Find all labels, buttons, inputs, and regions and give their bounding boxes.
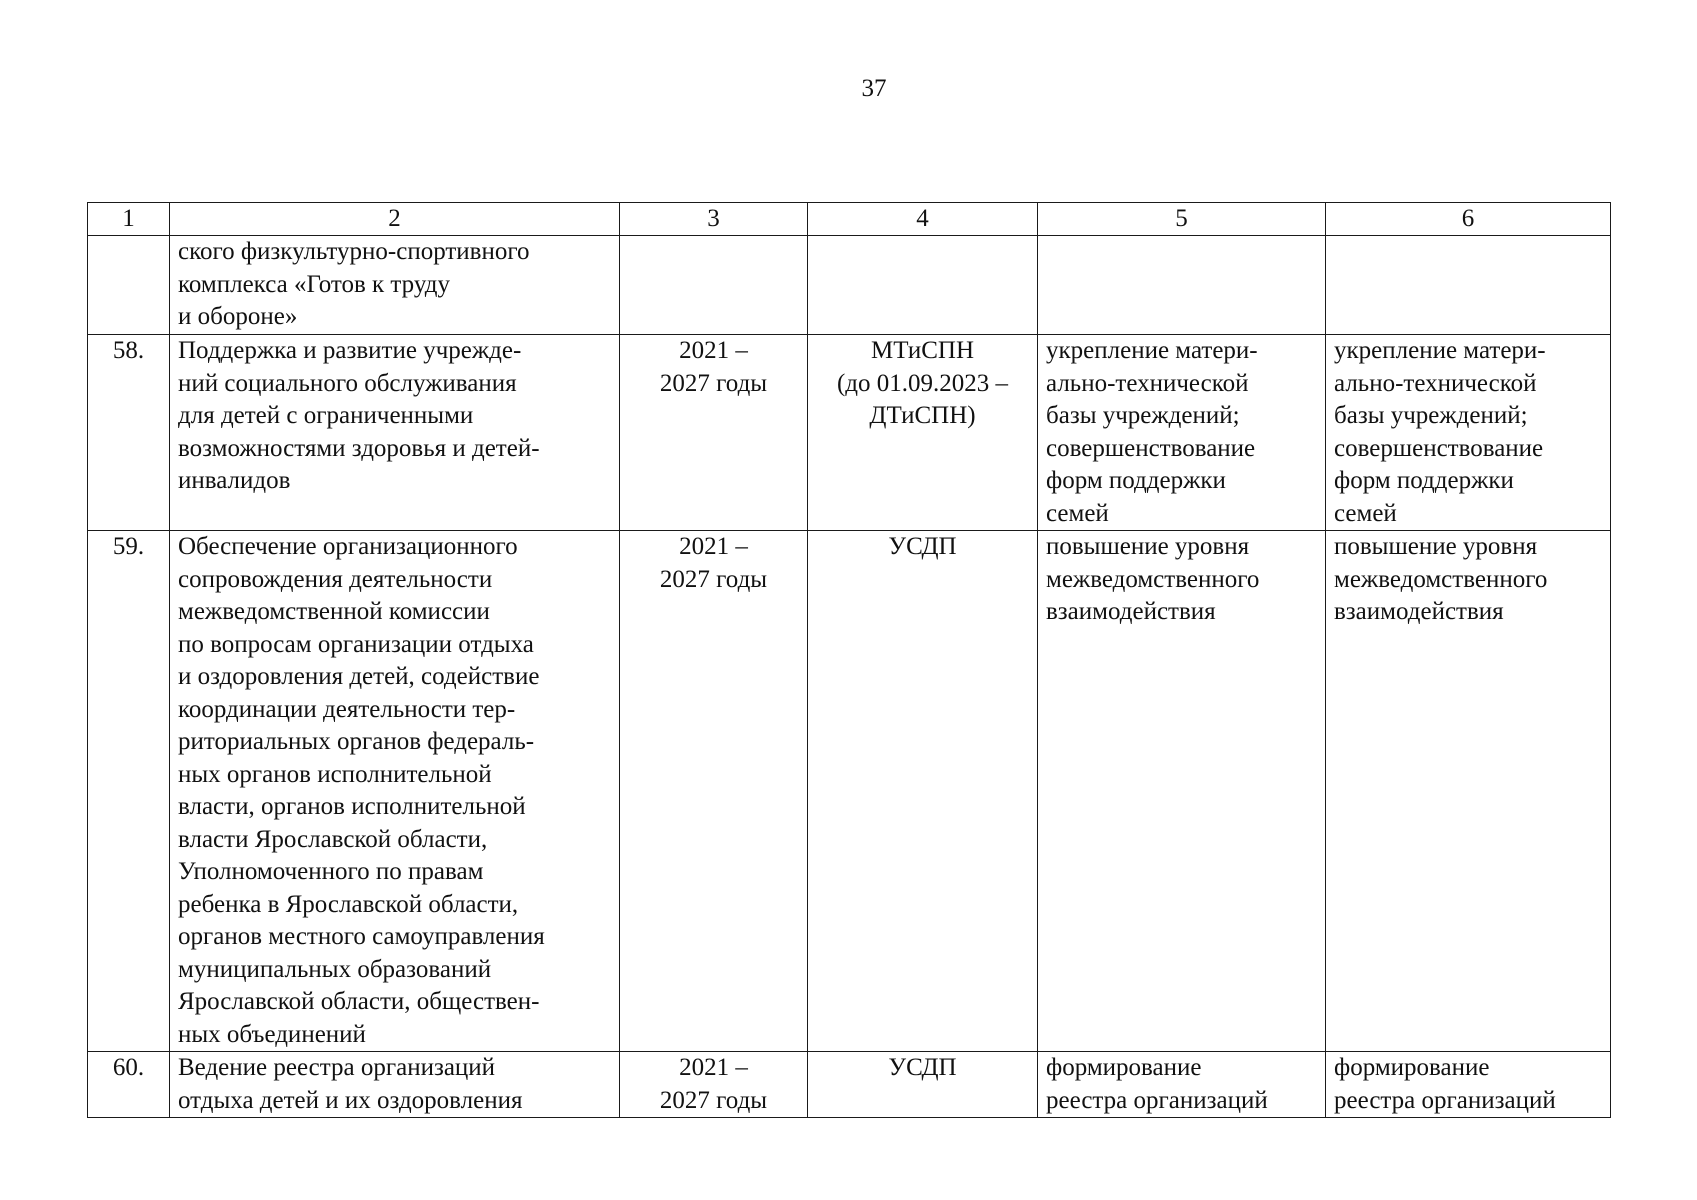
- result-cell-col5: [1038, 1052, 1326, 1118]
- period-cell: [620, 335, 808, 531]
- cell-text-line: реестра организаций: [1334, 1086, 1556, 1114]
- cell-text-line: ребенка в Ярославской области,: [178, 890, 519, 918]
- column-header: 5: [1038, 203, 1326, 236]
- result-cell-col6: [1326, 236, 1611, 335]
- result-cell-col6: [1326, 1052, 1611, 1118]
- cell-text-line: форм поддержки: [1046, 467, 1226, 494]
- responsible-cell: [808, 236, 1038, 335]
- result-cell-col5: [1038, 531, 1326, 1052]
- cell-text-line: Ведение реестра организаций: [178, 1054, 496, 1081]
- cell-text-line: ально-технической: [1334, 369, 1537, 397]
- cell-text-line: ского физкультурно-спортивного: [178, 238, 530, 265]
- measure-name-cell: [170, 531, 620, 1052]
- cell-text-line: межведомственной комиссии: [178, 598, 490, 625]
- result-cell-col6: [1326, 531, 1611, 1052]
- cell-text-line: межведомственного: [1046, 565, 1260, 593]
- cell-text-line: и обороне»: [178, 303, 298, 330]
- cell-text-line: укрепление матери-: [1046, 337, 1258, 364]
- result-cell-col5: [1038, 335, 1326, 531]
- cell-text-line: 2027 годы: [659, 1086, 768, 1114]
- cell-text-line: повышение уровня: [1334, 533, 1538, 560]
- cell-text-line: 2027 годы: [659, 565, 768, 593]
- cell-text-line: семей: [1334, 499, 1397, 527]
- cell-text-line: УСДП: [888, 533, 957, 560]
- cell-text-line: отдыха детей и их оздоровления: [178, 1086, 523, 1114]
- cell-text-line: ных объединений: [178, 1020, 366, 1048]
- cell-text-line: ний социального обслуживания: [178, 369, 517, 397]
- table-header-row: [88, 203, 1611, 236]
- row-number: 58.: [88, 335, 170, 531]
- table-row: [88, 531, 1611, 1052]
- row-number: 59.: [88, 531, 170, 1052]
- cell-text-line: совершенствование: [1334, 434, 1544, 462]
- row-number: 60.: [88, 1052, 170, 1118]
- cell-text-line: для детей с ограниченными: [178, 402, 474, 429]
- cell-text-line: семей: [1046, 499, 1109, 527]
- measure-name-cell: [170, 1052, 620, 1118]
- cell-text-line: Уполномоченного по правам: [178, 858, 484, 885]
- cell-text-line: ально-технической: [1046, 369, 1249, 397]
- measure-name-cell: [170, 335, 620, 531]
- cell-text-line: базы учреждений;: [1334, 402, 1528, 429]
- cell-text-line: координации деятельности тер-: [178, 695, 516, 723]
- column-header: 2: [170, 203, 620, 236]
- table-row: [88, 236, 1611, 335]
- cell-text-line: совершенствование: [1046, 434, 1256, 462]
- measures-table: [87, 202, 1611, 1118]
- cell-text-line: базы учреждений;: [1046, 402, 1240, 429]
- column-header: 6: [1326, 203, 1611, 236]
- measure-name-cell: [170, 236, 620, 335]
- cell-text-line: взаимодействия: [1334, 598, 1504, 625]
- table-row: [88, 335, 1611, 531]
- cell-text-line: взаимодействия: [1046, 598, 1216, 625]
- responsible-cell: [808, 335, 1038, 531]
- result-cell-col5: [1038, 236, 1326, 335]
- cell-text-line: ДТиСПН): [869, 402, 976, 429]
- cell-text-line: 2021 –: [679, 337, 748, 364]
- cell-text-line: формирование: [1334, 1054, 1490, 1081]
- cell-text-line: 2021 –: [679, 1054, 748, 1081]
- cell-text-line: (до 01.09.2023 –: [836, 369, 1009, 397]
- cell-text-line: 2021 –: [679, 533, 748, 560]
- cell-text-line: Обеспечение организационного: [178, 533, 518, 560]
- page-number: 37: [861, 75, 887, 102]
- cell-text-line: формирование: [1046, 1054, 1202, 1081]
- cell-text-line: комплекса «Готов к труду: [178, 270, 450, 298]
- period-cell: [620, 531, 808, 1052]
- cell-text-line: и оздоровления детей, содействие: [178, 663, 540, 690]
- column-header: 1: [88, 203, 170, 236]
- table-row: [88, 1052, 1611, 1118]
- cell-text-line: Ярославской области, обществен-: [178, 988, 540, 1015]
- cell-text-line: возможностями здоровья и детей-: [178, 434, 540, 462]
- cell-text-line: риториальных органов федераль-: [178, 728, 535, 755]
- column-header: 3: [620, 203, 808, 236]
- cell-text-line: повышение уровня: [1046, 533, 1250, 560]
- cell-text-line: власти, органов исполнительной: [178, 793, 526, 820]
- period-cell: [620, 236, 808, 335]
- cell-text-line: муниципальных образований: [178, 955, 492, 983]
- cell-text-line: межведомственного: [1334, 565, 1548, 593]
- cell-text-line: реестра организаций: [1046, 1086, 1268, 1114]
- cell-text-line: власти Ярославской области,: [178, 825, 488, 853]
- cell-text-line: укрепление матери-: [1334, 337, 1546, 364]
- cell-text-line: органов местного самоуправления: [178, 923, 545, 950]
- cell-text-line: 2027 годы: [659, 369, 768, 397]
- cell-text-line: МТиСПН: [870, 337, 975, 364]
- cell-text-line: по вопросам организации отдыха: [178, 630, 534, 658]
- cell-text-line: УСДП: [888, 1054, 957, 1081]
- row-number: [88, 236, 170, 335]
- cell-text-line: форм поддержки: [1334, 467, 1514, 494]
- period-cell: [620, 1052, 808, 1118]
- responsible-cell: [808, 531, 1038, 1052]
- responsible-cell: [808, 1052, 1038, 1118]
- cell-text-line: сопровождения деятельности: [178, 565, 493, 593]
- cell-text-line: Поддержка и развитие учрежде-: [178, 337, 522, 364]
- cell-text-line: ных органов исполнительной: [178, 760, 492, 788]
- column-header: 4: [808, 203, 1038, 236]
- result-cell-col6: [1326, 335, 1611, 531]
- cell-text-line: инвалидов: [178, 467, 291, 494]
